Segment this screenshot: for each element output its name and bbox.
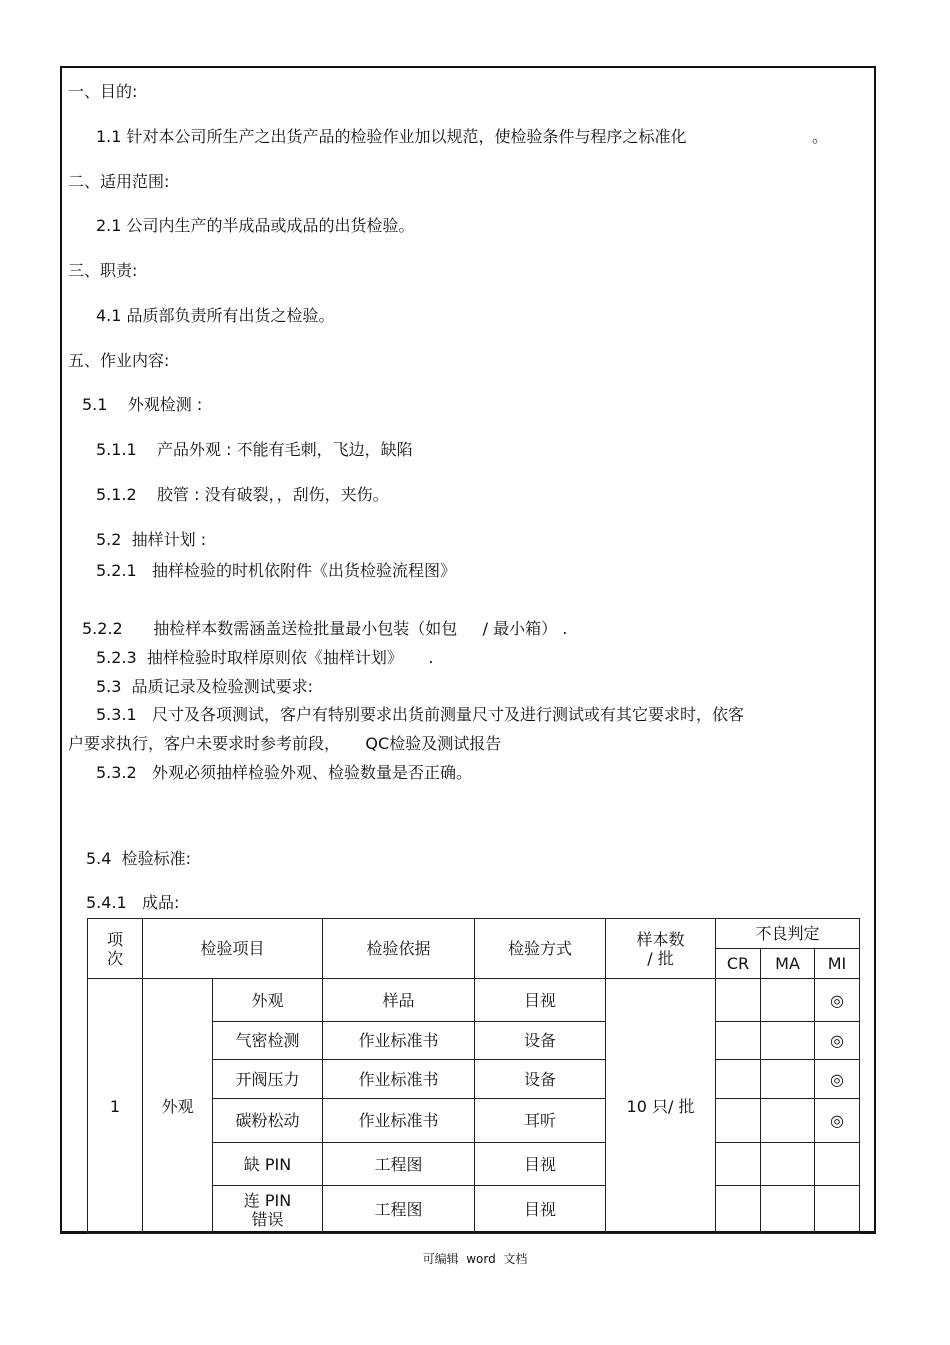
row-category: 外观: [143, 979, 213, 1234]
cell-item: 缺 PIN: [213, 1143, 323, 1186]
cell-cr: [716, 1143, 761, 1186]
header-cr: CR: [716, 949, 761, 979]
clause-5-2: 5.2 抽样计划 :: [96, 530, 207, 549]
cell-ma: [761, 979, 815, 1022]
section-3-item: 4.1 品质部负责所有出货之检验。: [96, 306, 335, 325]
header-defect-judgement: 不良判定: [716, 919, 860, 949]
cell-method: 目视: [475, 979, 606, 1022]
section-5-title: 五、作业内容:: [68, 351, 170, 370]
cell-ma: [761, 1099, 815, 1143]
cell-ma: [761, 1143, 815, 1186]
cell-method: 设备: [475, 1022, 606, 1060]
inspection-standard-table: [87, 918, 860, 1234]
clause-5-3-1-line1: 5.3.1 尺寸及各项测试，客户有特别要求出货前测量尺寸及进行测试或有其它要求时，依客: [96, 705, 744, 724]
header-sample-size: 样本数 / 批: [606, 919, 716, 979]
header-inspection-method: 检验方式: [475, 919, 606, 979]
cell-ma: [761, 1022, 815, 1060]
clause-5-2-2: 5.2.2 抽检样本数需涵盖送检批量最小包装（如包 / 最小箱） .: [82, 619, 568, 638]
cell-mi: [815, 1143, 860, 1186]
cell-sample-size: 10 只/ 批: [606, 979, 716, 1234]
clause-5-1: 5.1 外观检测 :: [82, 395, 203, 414]
section-2-item: 2.1 公司内生产的半成品或成品的出货检验。: [96, 216, 415, 235]
cell-item: 外观: [213, 979, 323, 1022]
page-footer: 可编辑 word 文档: [422, 1252, 528, 1266]
table-row: [88, 979, 860, 1022]
cell-ma: [761, 1186, 815, 1234]
cell-ma: [761, 1060, 815, 1099]
cell-method: 耳听: [475, 1099, 606, 1143]
cell-mi: ◎: [815, 979, 860, 1022]
cell-mi: ◎: [815, 1022, 860, 1060]
cell-basis: 作业标准书: [323, 1060, 475, 1099]
cell-item: 开阀压力: [213, 1060, 323, 1099]
cell-cr: [716, 1099, 761, 1143]
cell-basis: 工程图: [323, 1143, 475, 1186]
section-1-item-end: 。: [812, 127, 829, 146]
cell-cr: [716, 1186, 761, 1234]
cell-item: 连 PIN 错误: [213, 1186, 323, 1234]
cell-method: 设备: [475, 1060, 606, 1099]
row-number: 1: [88, 979, 143, 1234]
clause-5-3-2: 5.3.2 外观必须抽样检验外观、检验数量是否正确。: [96, 763, 472, 782]
section-3-title: 三、职责:: [68, 261, 138, 280]
cell-basis: 作业标准书: [323, 1099, 475, 1143]
cell-mi: ◎: [815, 1060, 860, 1099]
cell-item: 气密检测: [213, 1022, 323, 1060]
section-1-item: 1.1 针对本公司所生产之出货产品的检验作业加以规范，使检验条件与程序之标准化: [96, 127, 687, 146]
cell-basis: 作业标准书: [323, 1022, 475, 1060]
header-item-no: 项 次: [88, 919, 143, 979]
header-mi: MI: [815, 949, 860, 979]
cell-method: 目视: [475, 1186, 606, 1234]
clause-5-3: 5.3 品质记录及检验测试要求:: [96, 677, 314, 696]
clause-5-1-1: 5.1.1 产品外观 : 不能有毛刺，飞边，缺陷: [96, 440, 413, 459]
cell-mi: ◎: [815, 1099, 860, 1143]
cell-mi: [815, 1186, 860, 1234]
clause-5-2-1: 5.2.1 抽样检验的时机依附件《出货检验流程图》: [96, 561, 456, 580]
clause-5-1-2: 5.1.2 胶管 : 没有破裂，，刮伤，夹伤。: [96, 485, 389, 504]
clause-5-4-1: 5.4.1 成品:: [86, 893, 180, 912]
header-ma: MA: [761, 949, 815, 979]
cell-method: 目视: [475, 1143, 606, 1186]
cell-item: 碳粉松动: [213, 1099, 323, 1143]
section-1-title: 一、目的:: [68, 82, 138, 101]
section-2-title: 二、适用范围:: [68, 172, 170, 191]
header-inspection-item: 检验项目: [143, 919, 323, 979]
clause-5-2-3: 5.2.3 抽样检验时取样原则依《抽样计划》 .: [96, 648, 434, 667]
cell-basis: 工程图: [323, 1186, 475, 1234]
cell-cr: [716, 1060, 761, 1099]
clause-5-4: 5.4 检验标准:: [86, 849, 192, 868]
cell-cr: [716, 979, 761, 1022]
cell-basis: 样品: [323, 979, 475, 1022]
clause-5-3-1-line2: 户要求执行，客户未要求时参考前段， QC检验及测试报告: [68, 734, 502, 753]
cell-cr: [716, 1022, 761, 1060]
header-inspection-basis: 检验依据: [323, 919, 475, 979]
